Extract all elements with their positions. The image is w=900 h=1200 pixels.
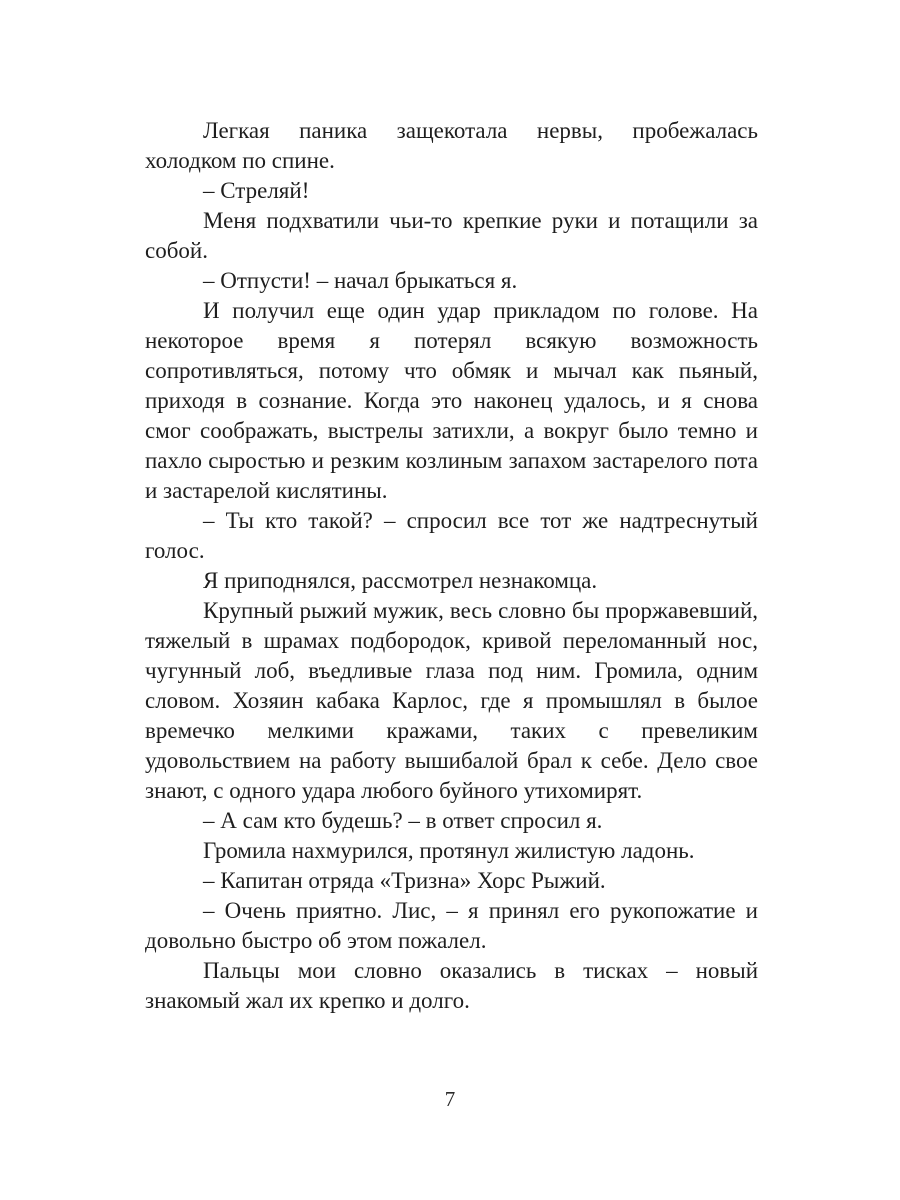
paragraph: Крупный рыжий мужик, весь словно бы проржавевший, тяжелый в шрамах подбородок, кривой переломанный нос, чугунный лоб, въедливые глаза под ним. Громила, одним словом. Хозяин кабака Карлос, где я промышлял в былое времечко мелкими кражами, таких с превеликим удовольствием на работу вышибалой брал к себе. Дело свое знают, с одного удара любого буйного утихомирят.	[145, 598, 758, 803]
paragraph: И получил еще один удар прикладом по голове. На некоторое время я потерял всякую возможность сопротивляться, потому что обмяк и мычал как пьяный, приходя в сознание. Когда это наконец удалось, и я снова смог соображать, выстрелы затихли, а вокруг было темно и пахло сыростью и резким козлиным запахом застарелого пота и застарелой кислятины.	[145, 298, 758, 503]
paragraph: – Стреляй!	[203, 178, 310, 203]
page-number: 7	[444, 1087, 456, 1111]
paragraph: Пальцы мои словно оказались в тисках – новый знакомый жал их крепко и долго.	[145, 958, 758, 1013]
paragraph: Я приподнялся, рассмотрел незнакомца.	[203, 568, 598, 593]
paragraph: – Отпусти! – начал брыкаться я.	[203, 268, 518, 293]
paragraph: Меня подхватили чьи-то крепкие руки и потащили за собой.	[145, 208, 758, 263]
paragraph: Громила нахмурился, протянул жилистую ладонь.	[203, 838, 695, 863]
paragraph: – А сам кто будешь? – в ответ спросил я.	[203, 808, 603, 833]
paragraph: – Капитан отряда «Тризна» Хорс Рыжий.	[203, 868, 606, 893]
paragraph: – Ты кто такой? – спросил все тот же надтреснутый голос.	[145, 508, 758, 563]
paragraph: Легкая паника защекотала нервы, пробежалась холодком по спине.	[145, 118, 758, 173]
text-block	[145, 116, 758, 1016]
paragraph: – Очень приятно. Лис, – я принял его рукопожатие и довольно быстро об этом пожалел.	[145, 898, 758, 953]
